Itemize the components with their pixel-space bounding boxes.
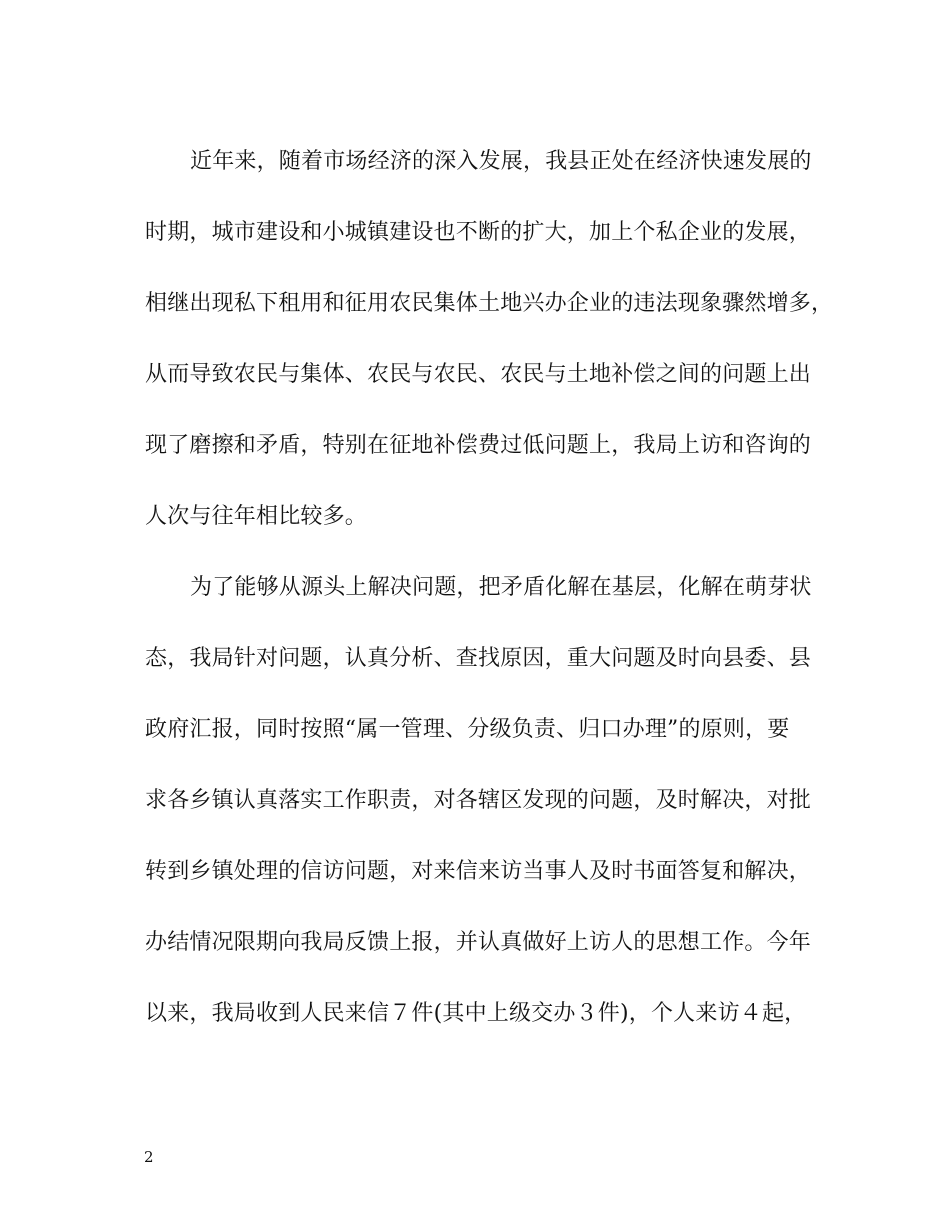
- paragraph-1-line-6: 人次与往年相比较多。: [145, 504, 368, 529]
- paragraph-1-line-2: 时期，城市建设和小城镇建设也不断的扩大，加上个私企业的发展，: [145, 220, 812, 245]
- paragraph-2-line-3: 政府汇报，同时按照“属一管理、分级负责、归口办理”的原则，要: [145, 717, 790, 742]
- paragraph-2-line-6: 办结情况限期向我局反馈上报，并认真做好上访人的思想工作。今年: [145, 930, 812, 955]
- paragraph-2-line-7: 以来，我局收到人民来信７件(其中上级交办３件)，个人来访４起，: [145, 1001, 807, 1026]
- paragraph-1-line-1: 近年来，随着市场经济的深入发展，我县正处在经济快速发展的: [190, 149, 812, 174]
- paragraph-1-line-3: 相继出现私下租用和征用农民集体土地兴办企业的违法现象骤然增多，: [145, 291, 834, 316]
- paragraph-1-line-5: 现了磨擦和矛盾，特别在征地补偿费过低问题上，我局上访和咨询的: [145, 433, 812, 458]
- paragraph-2-line-4: 求各乡镇认真落实工作职责，对各辖区发现的问题，及时解决，对批: [145, 788, 812, 813]
- page-number: 2: [144, 1148, 154, 1166]
- paragraph-2-line-5: 转到乡镇处理的信访问题，对来信来访当事人及时书面答复和解决，: [145, 859, 812, 884]
- paragraph-1-line-4: 从而导致农民与集体、农民与农民、农民与土地补偿之间的问题上出: [145, 362, 812, 387]
- paragraph-2-line-2: 态，我局针对问题，认真分析、查找原因，重大问题及时向县委、县: [145, 646, 812, 671]
- paragraph-2-line-1: 为了能够从源头上解决问题，把矛盾化解在基层，化解在萌芽状: [190, 575, 812, 600]
